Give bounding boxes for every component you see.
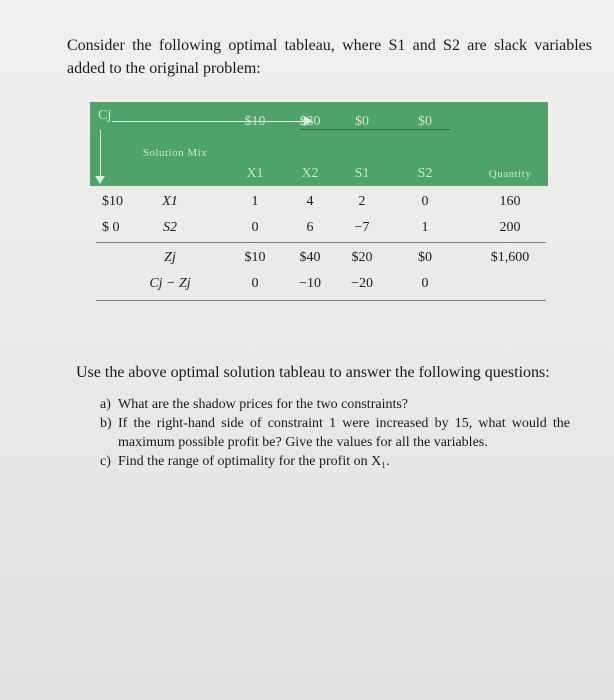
row2-quantity: 200 bbox=[499, 220, 521, 235]
question-text: What are the shadow prices for the two constraints? bbox=[118, 397, 409, 412]
questions-heading: Use the above optimal solution tableau to answer the following questions: bbox=[76, 364, 550, 381]
row2-x1: 0 bbox=[251, 220, 259, 235]
cost-x2: $30 bbox=[299, 114, 321, 129]
question-letter: a) bbox=[100, 397, 111, 412]
cost-s1: $0 bbox=[355, 114, 369, 129]
question-c bbox=[100, 452, 570, 471]
question-letter: c) bbox=[100, 454, 111, 469]
cjzj-x1: 0 bbox=[251, 276, 259, 291]
cjzj-s1: −20 bbox=[351, 276, 373, 291]
bottom-rule bbox=[96, 300, 546, 301]
col-header-x2: X2 bbox=[301, 166, 319, 181]
down-arrow-line bbox=[100, 130, 101, 178]
zj-quantity: $1,600 bbox=[490, 250, 530, 265]
row2-s1: −7 bbox=[354, 220, 370, 235]
question-b bbox=[100, 414, 570, 452]
zj-x1: $10 bbox=[244, 250, 266, 265]
cjzj-s2: 0 bbox=[421, 276, 429, 291]
row1-cj: $10 bbox=[102, 194, 123, 209]
row1-s2: 0 bbox=[421, 194, 429, 209]
question-a bbox=[100, 395, 570, 414]
down-arrow-icon bbox=[95, 176, 105, 184]
zj-rule bbox=[96, 242, 546, 243]
cost-s2: $0 bbox=[418, 114, 432, 129]
zj-s1: $20 bbox=[351, 250, 373, 265]
zj-x2: $40 bbox=[299, 250, 321, 265]
tableau-header-band bbox=[90, 102, 548, 186]
row2-s2: 1 bbox=[421, 220, 429, 235]
row2-var: S2 bbox=[163, 220, 177, 235]
row1-x1: 1 bbox=[251, 194, 259, 209]
row1-s1: 2 bbox=[358, 194, 366, 209]
question-text: Find the range of optimality for the profit on X₁. bbox=[118, 454, 390, 469]
row2-cj: $ 0 bbox=[102, 220, 120, 235]
row2-x2: 6 bbox=[306, 220, 314, 235]
col-header-s1: S1 bbox=[354, 166, 370, 181]
row1-quantity: 160 bbox=[499, 194, 521, 209]
question-text: If the right-hand side of constraint 1 were increased by 15, what would the maximum possible profit be? Give the values for all the variables. bbox=[118, 416, 570, 450]
cj-label: Cj bbox=[98, 108, 112, 123]
cjzj-label: Cj − Zj bbox=[149, 276, 191, 291]
col-header-x1: X1 bbox=[246, 166, 264, 181]
simplex-tableau bbox=[90, 102, 548, 314]
col-header-quantity: Quantity bbox=[488, 168, 532, 180]
row1-x2: 4 bbox=[306, 194, 314, 209]
zj-label: Zj bbox=[164, 250, 176, 265]
cjzj-x2: −10 bbox=[299, 276, 321, 291]
question-list bbox=[100, 395, 570, 471]
question-letter: b) bbox=[100, 416, 112, 431]
cost-x1: $10 bbox=[244, 114, 266, 129]
intro-paragraph: Consider the following optimal tableau, where S1 and S2 are slack variables added to the original problem: bbox=[67, 37, 592, 77]
solution-mix-label: Solution Mix bbox=[142, 147, 208, 159]
col-header-s2: S2 bbox=[417, 166, 433, 181]
zj-s2: $0 bbox=[418, 250, 432, 265]
row1-var: X1 bbox=[162, 194, 178, 209]
